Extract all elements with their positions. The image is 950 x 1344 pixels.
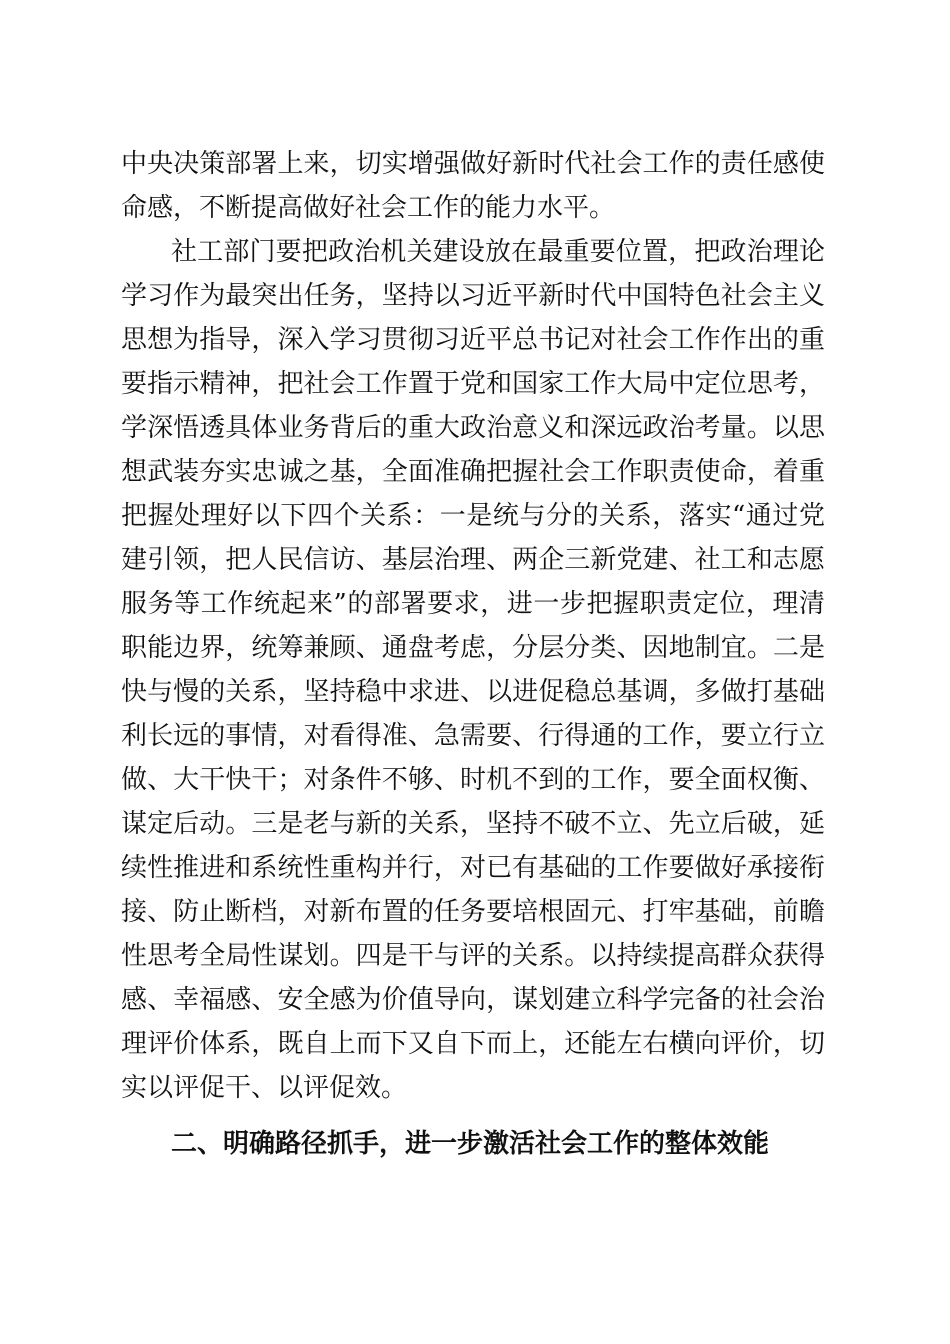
text-line: 谋定后动。三是老与新的关系，坚持不破不立、先立后破，延 [121,809,825,839]
text-line: 把握处理好以下四个关系：一是统与分的关系，落实“通过党 [121,501,825,531]
text-line: 想武装夯实忠诚之基，全面准确把握社会工作职责使命，着重 [121,457,825,487]
text-line: 职能边界，统筹兼顾、通盘考虑，分层分类、因地制宜。二是 [121,633,825,663]
text-line: 快与慢的关系，坚持稳中求进、以进促稳总基调，多做打基础 [121,677,825,707]
text-line: 理评价体系，既自上而下又自下而上，还能左右横向评价，切 [121,1029,825,1059]
text-line: 利长远的事情，对看得准、急需要、行得通的工作，要立行立 [121,721,825,751]
text-line: 续性推进和系统性重构并行，对已有基础的工作要做好承接衔 [121,853,825,883]
text-line: 性思考全局性谋划。四是干与评的关系。以持续提高群众获得 [121,941,825,971]
text-line: 思想为指导，深入学习贯彻习近平总书记对社会工作作出的重 [121,325,825,355]
section-heading: 二、明确路径抓手，进一步激活社会工作的整体效能 [171,1129,770,1159]
paragraph-political-construction [121,230,825,1110]
text-line: 命感，不断提高做好社会工作的能力水平。 [121,193,616,223]
text-line: 要指示精神，把社会工作置于党和国家工作大局中定位思考， [121,369,825,399]
text-line: 建引领，把人民信访、基层治理、两企三新党建、社工和志愿 [121,545,825,575]
text-line: 学习作为最突出任务，坚持以习近平新时代中国特色社会主义 [121,281,825,311]
text-line: 感、幸福感、安全感为价值导向，谋划建立科学完备的社会治 [121,985,825,1015]
text-line: 实以评促干、以评促效。 [121,1073,408,1103]
text-line: 学深悟透具体业务背后的重大政治意义和深远政治考量。以思 [121,413,825,443]
text-line: 中央决策部署上来，切实增强做好新时代社会工作的责任感使 [121,149,825,179]
document-body [121,142,825,1166]
text-line: 服务等工作统起来”的部署要求，进一步把握职责定位，理清 [121,589,825,619]
text-line: 接、防止断档，对新布置的任务要培根固元、打牢基础，前瞻 [121,897,825,927]
paragraph-continuation [121,142,825,230]
text-line: 社工部门要把政治机关建设放在最重要位置，把政治理论 [171,237,825,267]
text-line: 做、大干快干；对条件不够、时机不到的工作，要全面权衡、 [121,765,825,795]
